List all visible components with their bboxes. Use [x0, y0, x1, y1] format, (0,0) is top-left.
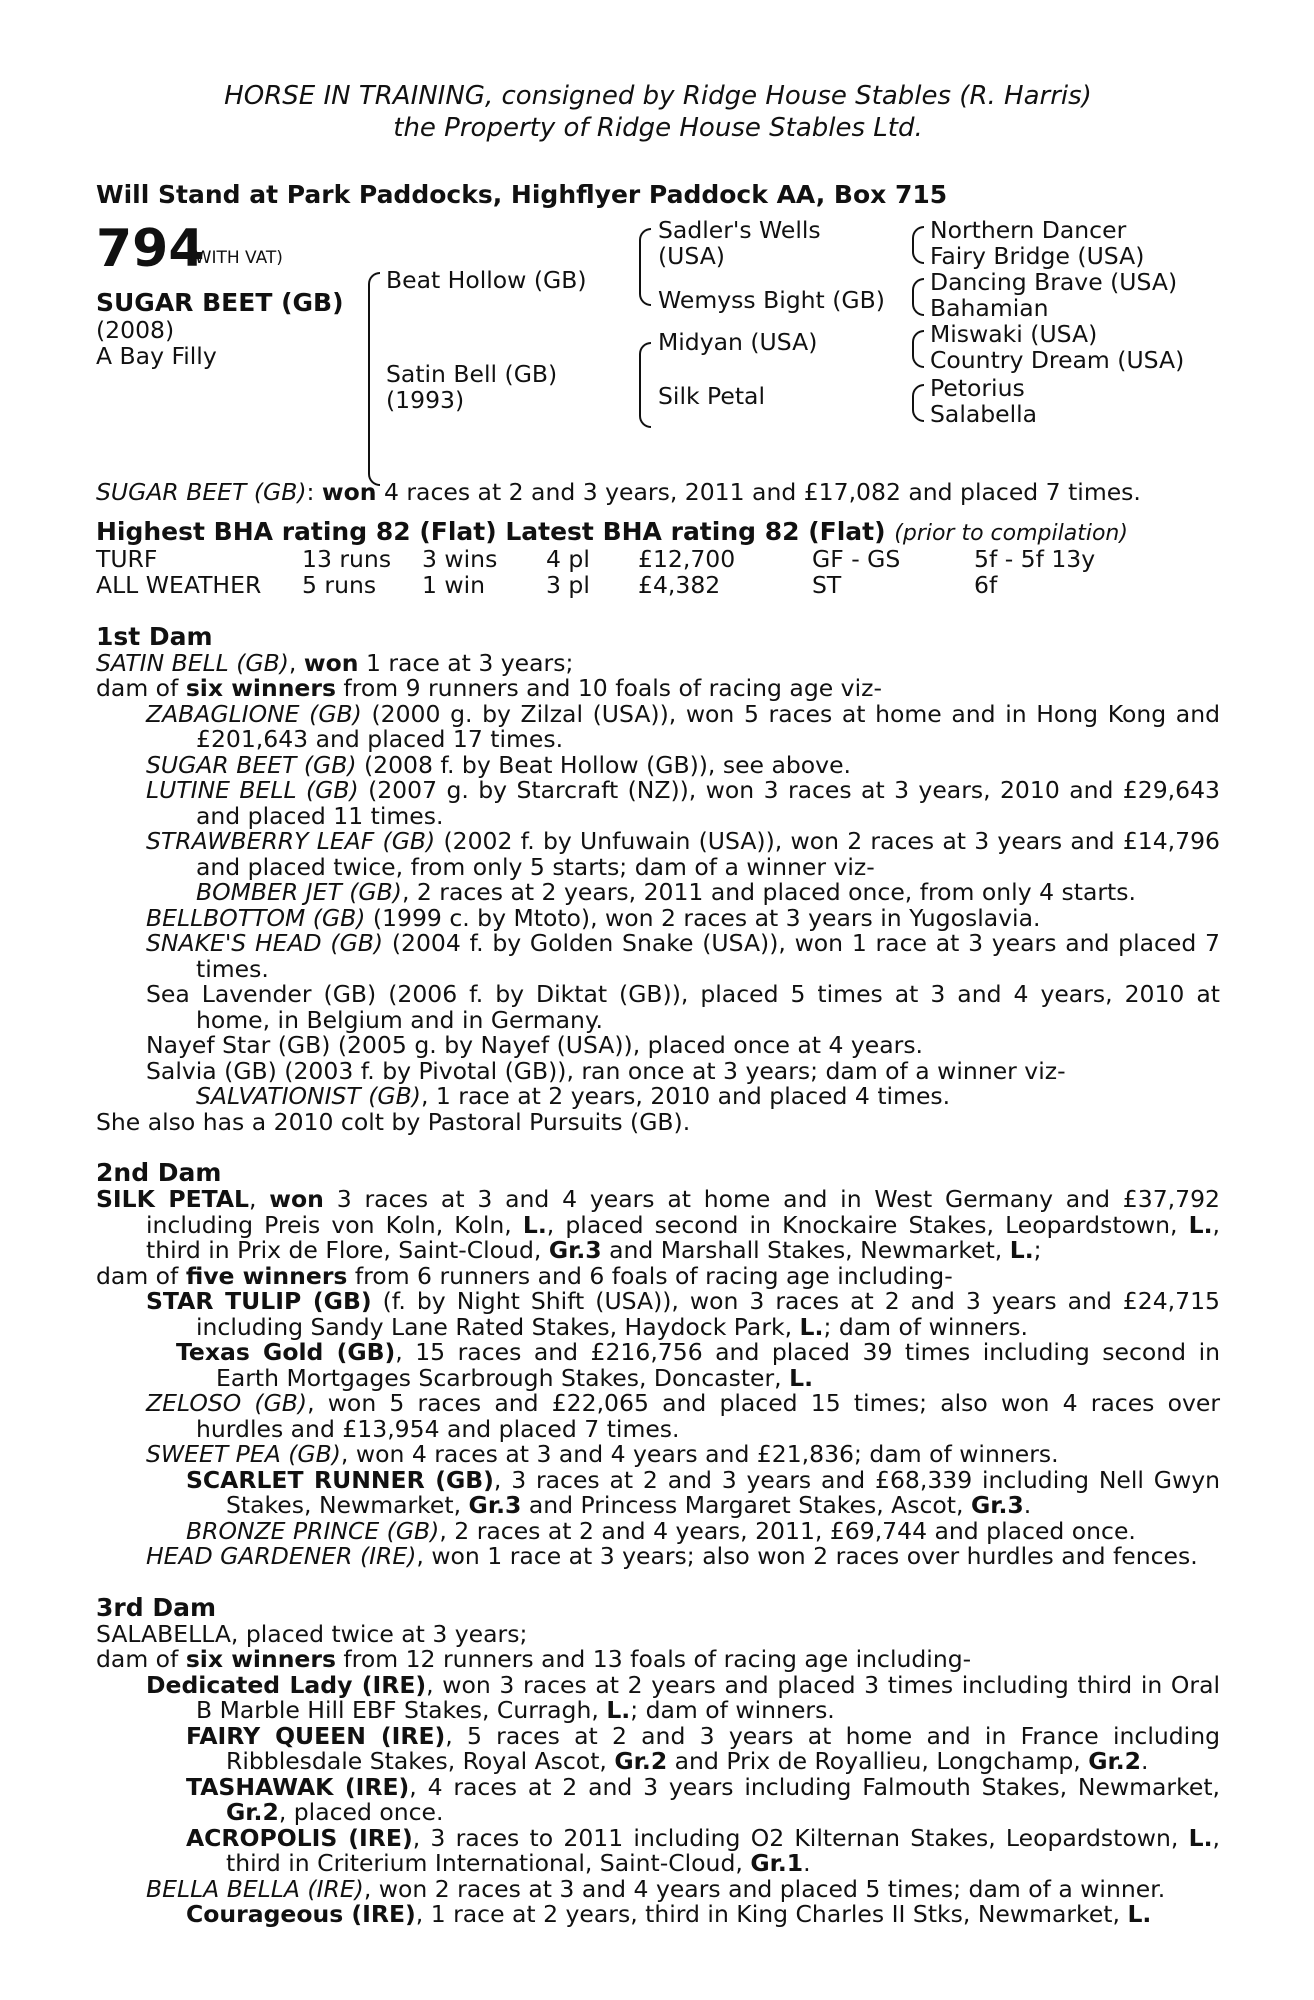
produce-entry: [96, 750, 1220, 779]
entry-name: TASHAWAK (IRE): [186, 1772, 410, 1801]
entry-name: BELLBOTTOM (GB): [146, 903, 366, 932]
entry-name: SATIN BELL (GB): [96, 648, 289, 677]
stat-surface: TURF: [96, 544, 158, 573]
horse-name: SUGAR BEET (GB): [96, 287, 344, 317]
entry-text: from 6 runners and 6 foals of racing age including-: [347, 1261, 953, 1290]
entry-text: , 2 races at 2 years, 2011 and placed once, from only 4 starts.: [401, 878, 1136, 906]
rating-note: (prior to compilation): [894, 521, 1128, 546]
ped-ssd: Fairy Bridge (USA): [930, 241, 1145, 270]
form-stats: [96, 544, 1220, 599]
summary-won: won: [321, 477, 377, 506]
entry-name: ACROPOLIS (IRE): [186, 1823, 413, 1852]
produce-entry: [96, 1084, 1220, 1110]
produce-entry: [96, 1721, 1221, 1775]
entry-name: Courageous (IRE): [186, 1900, 416, 1928]
entry-text: , 2 races at 2 and 4 years, 2011, £69,744 and placed once.: [439, 1516, 1136, 1545]
group-mark: Gr.3: [468, 1491, 522, 1519]
stat-placed: 4 pl: [546, 544, 590, 573]
listed-mark: L.: [606, 1696, 631, 1724]
entry-text: , 4 races at 2 and 3 years including Falmouth Stakes, Newmarket,: [409, 1772, 1221, 1801]
entry-name: Dedicated Lady (IRE): [146, 1670, 427, 1699]
entry-name: ZABAGLIONE (GB): [146, 699, 362, 728]
produce-entry: [96, 880, 1220, 906]
produce-summary: [96, 676, 1220, 702]
colt-note: She also has a 2010 colt by Pastoral Pursuits (GB).: [96, 1107, 691, 1136]
listed-mark: L.: [789, 1363, 813, 1392]
produce-entry: [96, 1670, 1220, 1724]
group-mark: Gr.2: [1088, 1747, 1141, 1775]
summary-name: SUGAR BEET (GB): [96, 477, 307, 506]
entry-name: Texas Gold (GB): [176, 1338, 396, 1366]
group-mark: Gr.2: [614, 1747, 668, 1775]
entry-text: , third in Criterium International, Saint-Cloud,: [226, 1823, 1220, 1877]
entry-name: BRONZE PRINCE (GB): [186, 1516, 440, 1545]
entry-text: .: [1141, 1747, 1149, 1775]
produce-entry: [96, 1391, 1220, 1442]
dam-of-dam: Silk Petal: [658, 381, 765, 410]
entry-name: SCARLET RUNNER (GB): [186, 1465, 494, 1494]
foaling-year: (2008): [96, 315, 175, 344]
listed-mark: L.: [1188, 1210, 1213, 1239]
sire-of-sire: Sadler's Wells: [658, 215, 821, 244]
stand-location: Will Stand at Park Paddocks, Highflyer Paddock AA, Box 715: [96, 180, 948, 209]
vat-label: (WITH VAT): [188, 247, 283, 268]
entry-name: LUTINE BELL (GB): [146, 776, 359, 804]
entry-text: , 1 race at 2 years, third in King Charles II Stks, Newmarket,: [415, 1900, 1128, 1928]
entry-text: , 3 races to 2011 including O2 Kilternan Stakes, Leopardstown,: [412, 1823, 1189, 1852]
entry-text: dam of: [96, 1645, 186, 1673]
entry-name: FAIRY QUEEN (IRE): [186, 1721, 446, 1750]
dam: Satin Bell (GB): [386, 359, 558, 388]
entry-name: BOMBER JET (GB): [196, 878, 402, 906]
sire-of-sire-country: (USA): [658, 241, 725, 270]
entry-won: won: [303, 648, 359, 677]
produce-summary: [96, 1647, 1220, 1673]
bha-rating: [96, 519, 1220, 547]
entry-name: ZELOSO (GB): [146, 1389, 308, 1417]
listed-mark: L.: [1009, 1236, 1034, 1264]
produce-entry: [96, 1465, 1220, 1519]
listed-mark: L.: [799, 1312, 824, 1341]
entry-text: (2008 f. by Beat Hollow (GB)), see above.: [356, 750, 852, 779]
stat-prize: £12,700: [638, 544, 736, 573]
entry-text: , won 4 races at 3 and 4 years and £21,836; dam of winners.: [340, 1440, 1059, 1468]
produce-entry: [96, 1544, 1220, 1570]
entry-text: (2007 g. by Starcraft (NZ)), won 3 races at 3 years, 2010 and £29,643 and placed 11 times.: [196, 776, 1220, 830]
entry-name: SILK PETAL: [96, 1185, 250, 1213]
stat-prize: £4,382: [638, 570, 721, 599]
listed-mark: L.: [1188, 1823, 1213, 1852]
stat-distance: 6f: [974, 570, 998, 599]
first-dam-section: [96, 623, 1220, 1136]
entry-text: .: [1023, 1491, 1032, 1519]
produce-entry: [96, 931, 1220, 982]
entry-text: ,: [249, 1185, 270, 1213]
group-mark: Gr.2: [226, 1798, 279, 1826]
rating-text: Highest BHA rating 82 (Flat) Latest BHA rating 82 (Flat): [96, 517, 886, 546]
entry-text: , third in Prix de Flore, Saint-Cloud,: [146, 1210, 1220, 1264]
produce-entry: [96, 1442, 1220, 1468]
produce-entry: [96, 1289, 1220, 1340]
entry-text: and Marshall Stakes, Newmarket,: [601, 1236, 1010, 1264]
ped-sss: Northern Dancer: [930, 215, 1127, 244]
entry-name: HEAD GARDENER (IRE): [146, 1542, 417, 1570]
entry-text: , placed second in Knockaire Stakes, Leopardstown,: [546, 1210, 1189, 1239]
produce-entry: Sea Lavender (GB) (2006 f. by Diktat (GB)), placed 5 times at 3 and 4 years, 2010 at home, in Belgium and in Germany.: [146, 980, 1220, 1034]
header-line-1: HORSE IN TRAINING, consigned by Ridge House Stables (R. Harris): [224, 81, 1092, 111]
winners-count: five winners: [185, 1261, 348, 1290]
entry-text: ; dam of winners.: [630, 1696, 835, 1724]
produce-entry: Salvia (GB) (2003 f. by Pivotal (GB)), ran once at 3 years; dam of a winner viz-: [146, 1056, 1066, 1085]
entry-text: (2004 f. by Golden Snake (USA)), won 1 race at 3 years and placed 7 times.: [196, 929, 1220, 983]
produce-entry: [96, 1772, 1221, 1826]
entry-name: SNAKE'S HEAD (GB): [146, 929, 384, 957]
stat-going: GF - GS: [812, 544, 901, 573]
dam-of-sire: Wemyss Bight (GB): [658, 285, 885, 314]
entry-text: 3 races at 3 and 4 years at home and in West Germany and £37,792 including Preis von Koln, Koln,: [146, 1185, 1220, 1239]
stat-runs: 5 runs: [302, 570, 377, 599]
entry-text: dam of: [96, 674, 186, 702]
ped-dds: Petorius: [930, 373, 1025, 402]
third-dam-section: [96, 1594, 1220, 1928]
winners-count: six winners: [185, 1645, 336, 1673]
entry-text: from 9 runners and 10 foals of racing age viz-: [335, 674, 882, 702]
produce-entry: [96, 1874, 1220, 1903]
entry-text: , won 3 races at 2 years and placed 3 times including third in Oral B Marble Hill EBF Stakes, Curragh,: [196, 1670, 1220, 1724]
consignor-header: [96, 80, 1220, 144]
produce-entry: [96, 829, 1220, 880]
gen3-bracket-4: [912, 384, 924, 422]
second-dam-heading: 2nd Dam: [96, 1158, 222, 1187]
entry-text: , 3 races at 2 and 3 years and £68,339 including Nell Gwyn Stakes, Newmarket,: [226, 1465, 1220, 1519]
stat-going: ST: [812, 570, 842, 599]
ped-sds: Dancing Brave (USA): [930, 267, 1178, 296]
entry-text: dam of: [96, 1261, 186, 1290]
produce-entry: [96, 903, 1220, 932]
summary-text: 4 races at 2 and 3 years, 2011 and £17,082 and placed 7 times.: [376, 477, 1141, 506]
entry-name: STRAWBERRY LEAF (GB): [146, 827, 436, 855]
entry-text: , won 2 races at 3 and 4 years and placed 5 times; dam of a winner.: [363, 1874, 1166, 1903]
stat-distance: 5f - 5f 13y: [974, 544, 1096, 573]
gen3-bracket-3: [912, 330, 924, 368]
horse-description: A Bay Filly: [96, 341, 217, 370]
produce-entry: [96, 1902, 1220, 1928]
stat-runs: 13 runs: [302, 544, 392, 573]
sire: Beat Hollow (GB): [386, 265, 587, 294]
ped-sdd: Bahamian: [930, 293, 1049, 322]
entry-text: (2000 g. by Zilzal (USA)), won 5 races at home and in Hong Kong and £201,643 and placed 17 times.: [196, 699, 1221, 753]
lot-number: 794: [96, 218, 205, 279]
produce-entry: [96, 699, 1221, 753]
entry-text: , 5 races at 2 and 3 years at home and in France including Ribblesdale Stakes, Royal Ascot,: [226, 1721, 1221, 1775]
race-summary: SUGAR BEET (GB): won 4 races at 2 and 3 years, 2011 and £17,082 and placed 7 times.: [96, 477, 1141, 506]
entry-text: , 15 races and £216,756 and placed 39 times including second in Earth Mortgages Scarbrough Stakes, Doncaster,: [216, 1338, 1220, 1392]
entry-text: from 12 runners and 13 foals of racing age including-: [335, 1645, 972, 1673]
group-mark: Gr.3: [548, 1236, 602, 1264]
ped-dsd: Country Dream (USA): [930, 345, 1185, 374]
gen2-bracket-top: [639, 228, 651, 306]
header-line-2: the Property of Ridge House Stables Ltd.: [393, 113, 923, 143]
entry-text: ;: [1033, 1236, 1042, 1264]
produce-entry: [96, 1340, 1220, 1391]
entry-text: , won 5 races and £22,065 and placed 15 times; also won 4 races over hurdles and £13,954 and placed 7 times.: [196, 1389, 1220, 1443]
catalogue-page: [96, 80, 1220, 1928]
group-mark: Gr.1: [750, 1849, 804, 1877]
ped-dss: Miswaki (USA): [930, 319, 1098, 348]
dam-entry: [96, 1187, 1220, 1264]
produce-entry: Nayef Star (GB) (2005 g. by Nayef (USA)), placed once at 4 years.: [146, 1031, 924, 1059]
entry-text: , placed once.: [278, 1798, 444, 1826]
produce-entry: [96, 1516, 1220, 1545]
pedigree-block: [96, 214, 1220, 462]
group-mark: Gr.3: [970, 1491, 1024, 1519]
entry-text: (1999 c. by Mtoto), won 2 races at 3 years in Yugoslavia.: [365, 903, 1041, 932]
gen1-bracket: [368, 272, 380, 486]
produce-entry: [96, 1823, 1220, 1877]
entry-name: STAR TULIP (GB): [146, 1287, 372, 1315]
entry-text: .: [803, 1849, 811, 1877]
gen3-bracket-1: [912, 226, 924, 264]
gen3-bracket-2: [912, 278, 924, 316]
gen2-bracket-bottom: [639, 342, 651, 428]
entry-won: won: [269, 1185, 324, 1213]
stat-wins: 1 win: [422, 570, 486, 599]
entry-text: 1 race at 3 years;: [358, 648, 574, 677]
entry-text: , 1 race at 2 years, 2010 and placed 4 times.: [420, 1082, 951, 1110]
ped-ddd: Salabella: [930, 399, 1038, 428]
winners-count: six winners: [185, 674, 336, 702]
entry-text: (f. by Night Shift (USA)), won 3 races at 2 and 3 years and £24,715 including Sandy Lane Rated Stakes, Haydock Park,: [196, 1287, 1220, 1341]
listed-mark: L.: [1127, 1900, 1152, 1928]
entry-text: , won 1 race at 3 years; also won 2 races over hurdles and fences.: [416, 1542, 1198, 1570]
produce-summary: [96, 1261, 1220, 1290]
second-dam-section: [96, 1159, 1220, 1570]
entry-text: (2002 f. by Unfuwain (USA)), won 2 races at 3 years and £14,796 and placed twice, from only 5 starts; dam of a winner viz-: [196, 827, 1221, 881]
listed-mark: L.: [522, 1210, 547, 1239]
entry-text: and Princess Margaret Stakes, Ascot,: [521, 1491, 971, 1519]
third-dam-heading: 3rd Dam: [96, 1592, 216, 1622]
dam-year: (1993): [386, 385, 465, 414]
entry-name: SUGAR BEET (GB): [146, 750, 357, 779]
stat-surface: ALL WEATHER: [96, 570, 262, 599]
entry-name: BELLA BELLA (IRE): [146, 1874, 364, 1903]
entry-text: ; dam of winners.: [823, 1312, 1028, 1341]
stat-placed: 3 pl: [546, 570, 590, 599]
dam-entry: SALABELLA, placed twice at 3 years;: [96, 1619, 528, 1648]
first-dam-heading: 1st Dam: [96, 621, 213, 651]
stat-wins: 3 wins: [422, 544, 498, 573]
entry-text: and Prix de Royallieu, Longchamp,: [667, 1747, 1089, 1775]
sire-of-dam: Midyan (USA): [658, 327, 818, 356]
entry-name: SWEET PEA (GB): [146, 1440, 341, 1468]
produce-entry: [96, 778, 1220, 829]
entry-name: SALVATIONIST (GB): [196, 1082, 421, 1110]
dam-entry: SATIN BELL (GB), won 1 race at 3 years;: [96, 648, 574, 677]
